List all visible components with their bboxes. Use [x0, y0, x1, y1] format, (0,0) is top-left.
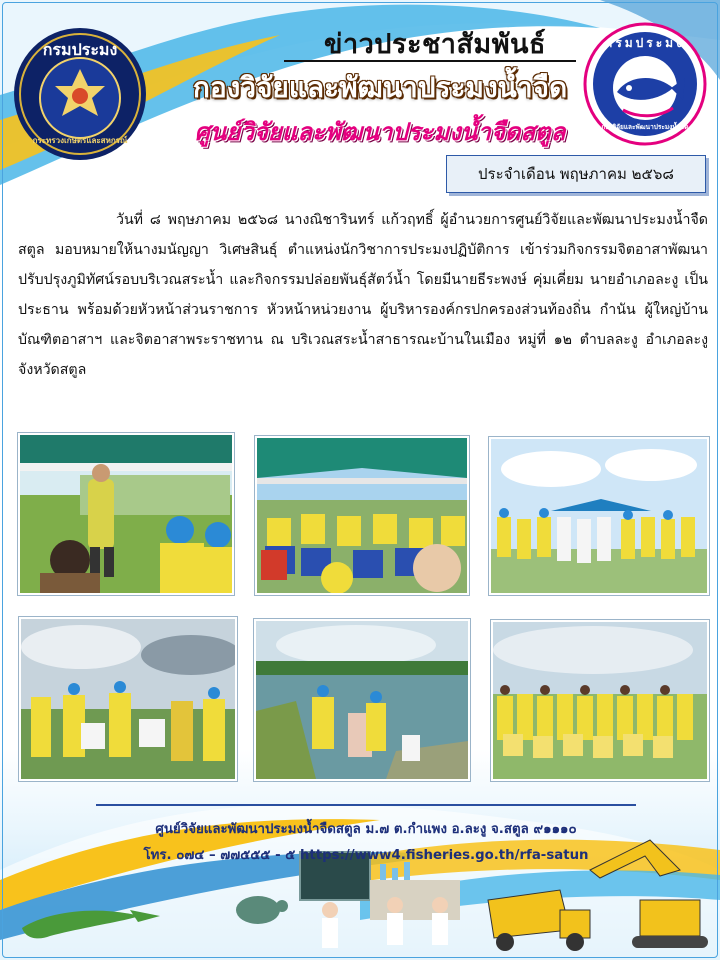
- fisheries-department-logo-left: [10, 24, 150, 164]
- photo-group-field-2: [491, 620, 709, 781]
- logo-left-ring-text: กรมประมง: [42, 40, 118, 59]
- center-title: ศูนย์วิจัยและพัฒนาประมงน้ำจืดสตูล: [194, 118, 566, 146]
- photo-audience-under-tent: [255, 436, 469, 595]
- photo-group-field-1: [489, 437, 709, 595]
- photo-releasing-fish-pond: [254, 619, 470, 781]
- logo-right-ring-text: กรมประมง: [605, 36, 685, 50]
- title-underline: [284, 60, 576, 62]
- issue-month-label: ประจำเดือน พฤษภาคม ๒๕๖๘: [478, 165, 674, 183]
- footer-divider: [96, 804, 636, 806]
- logo-left-bottom-text: กระทรวงเกษตรและสหกรณ์: [32, 136, 128, 145]
- article-body: วันที่ ๘ พฤษภาคม ๒๕๖๘ นางณิชารินทร์ แก้วฤทธิ์ ผู้อำนวยการศูนย์วิจัยและพัฒนาประมงน้ำจืดสตูล มอบหมายให้นางมนัญญา วิเศษสินธุ์ ตำแหน่งนักวิชาการประมงปฏิบัติการ เข้าร่วมกิจกรรมจิตอาสาพัฒนา ปรับปรุงภูมิทัศน์รอบบริเวณสระน้ำ และกิจกรรมปล่อยพันธุ์สัตว์น้ำ โดยมีนายธีระพงษ์ คุ่มเคี่ยม นายอำเภอละงู เป็นประธาน พร้อมด้วยหัวหน้าส่วนราชการ หัวหน้าหน่วยงาน ผู้บริหารองค์กรปกครองส่วนท้องถิ่น กำนัน ผู้ใหญ่บ้าน บัณฑิตอาสาฯ และจิตอาสาพระราชทาน ณ บริเวณสระน้ำสาธารณะบ้านในเมือง หมู่ที่ ๑๒ ตำบลละงู อำเภอละงู จังหวัดสตูล: [18, 212, 708, 378]
- division-title: กองวิจัยและพัฒนาประมงน้ำจืด: [192, 71, 568, 104]
- photo-officials-with-bags: [19, 617, 237, 781]
- footer-address: ศูนย์วิจัยและพัฒนาประมงน้ำจืดสตูล ม.๗ ต.กำแพง อ.ละงู จ.สตูล ๙๑๑๑๐: [155, 822, 577, 837]
- photo-speaker-under-tent: [18, 433, 234, 595]
- logo-right-bottom-text: กองวิจัยและพัฒนาประมงน้ำจืด: [601, 123, 689, 131]
- issue-month-badge: [446, 155, 706, 193]
- footer-contact: โทร. ๐๗๔ – ๗๗๕๕๕ - ๕ https://www4.fisheries.go.th/rfa-satun: [143, 848, 589, 863]
- news-release-title: ข่าวประชาสัมพันธ์: [324, 29, 546, 60]
- freshwater-division-logo-right: [583, 22, 707, 146]
